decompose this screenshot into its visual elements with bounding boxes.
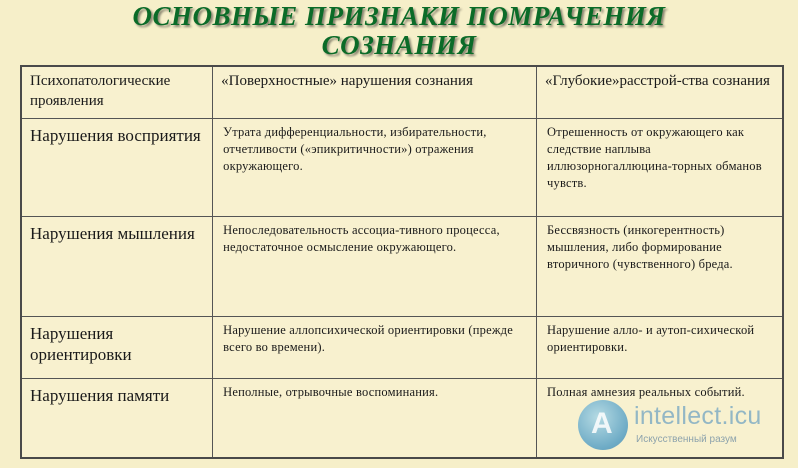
watermark [574, 392, 794, 464]
slide-title [0, 2, 798, 60]
surface-cell: Неполные, отрывочные воспоминания. [213, 378, 537, 458]
watermark-logo-glyph: A [591, 407, 613, 440]
row-label: Нарушения восприятия [21, 118, 213, 216]
watermark-site: intellect.icu [634, 402, 762, 430]
watermark-tagline: Искусственный разум [636, 434, 737, 445]
surface-cell: Утрата дифференциальности, избирательности, отчетливости («эпикритичности») отражения окружающего. [213, 118, 537, 216]
row-label: Нарушения мышления [21, 216, 213, 316]
row-label: Нарушения памяти [21, 378, 213, 458]
surface-cell: Нарушение аллопсихической ориентировки (прежде всего во времени). [213, 316, 537, 378]
table-row [21, 118, 783, 216]
table-row [21, 316, 783, 378]
title-line-2: СОЗНАНИЯ [321, 30, 477, 60]
header-manifestations: Психопатологические проявления [21, 66, 213, 118]
surface-cell: Непоследовательность ассоциа-тивного процесса, недостаточное осмысление окружающего. [213, 216, 537, 316]
header-surface-disorders: «Поверхностные» нарушения сознания [213, 66, 537, 118]
title-line-1: ОСНОВНЫЕ ПРИЗНАКИ ПОМРАЧЕНИЯ [132, 1, 666, 31]
deep-cell: Бессвязность (инкогерентность) мышления, либо формирование вторичного (чувственного) бреда. [537, 216, 783, 316]
deep-cell: Нарушение алло- и аутоп-сихической ориентировки. [537, 316, 783, 378]
deep-cell: Полная амнезия реальных событий. [537, 378, 783, 458]
table-header-row [21, 66, 783, 118]
table-row [21, 216, 783, 316]
deep-cell: Отрешенность от окружающего как следствие наплыва иллюзорногаллюцина-торных обманов чувств. [537, 118, 783, 216]
row-label: Нарушения ориентировки [21, 316, 213, 378]
header-deep-disorders: «Глубокие»расстрой-ства сознания [537, 66, 783, 118]
